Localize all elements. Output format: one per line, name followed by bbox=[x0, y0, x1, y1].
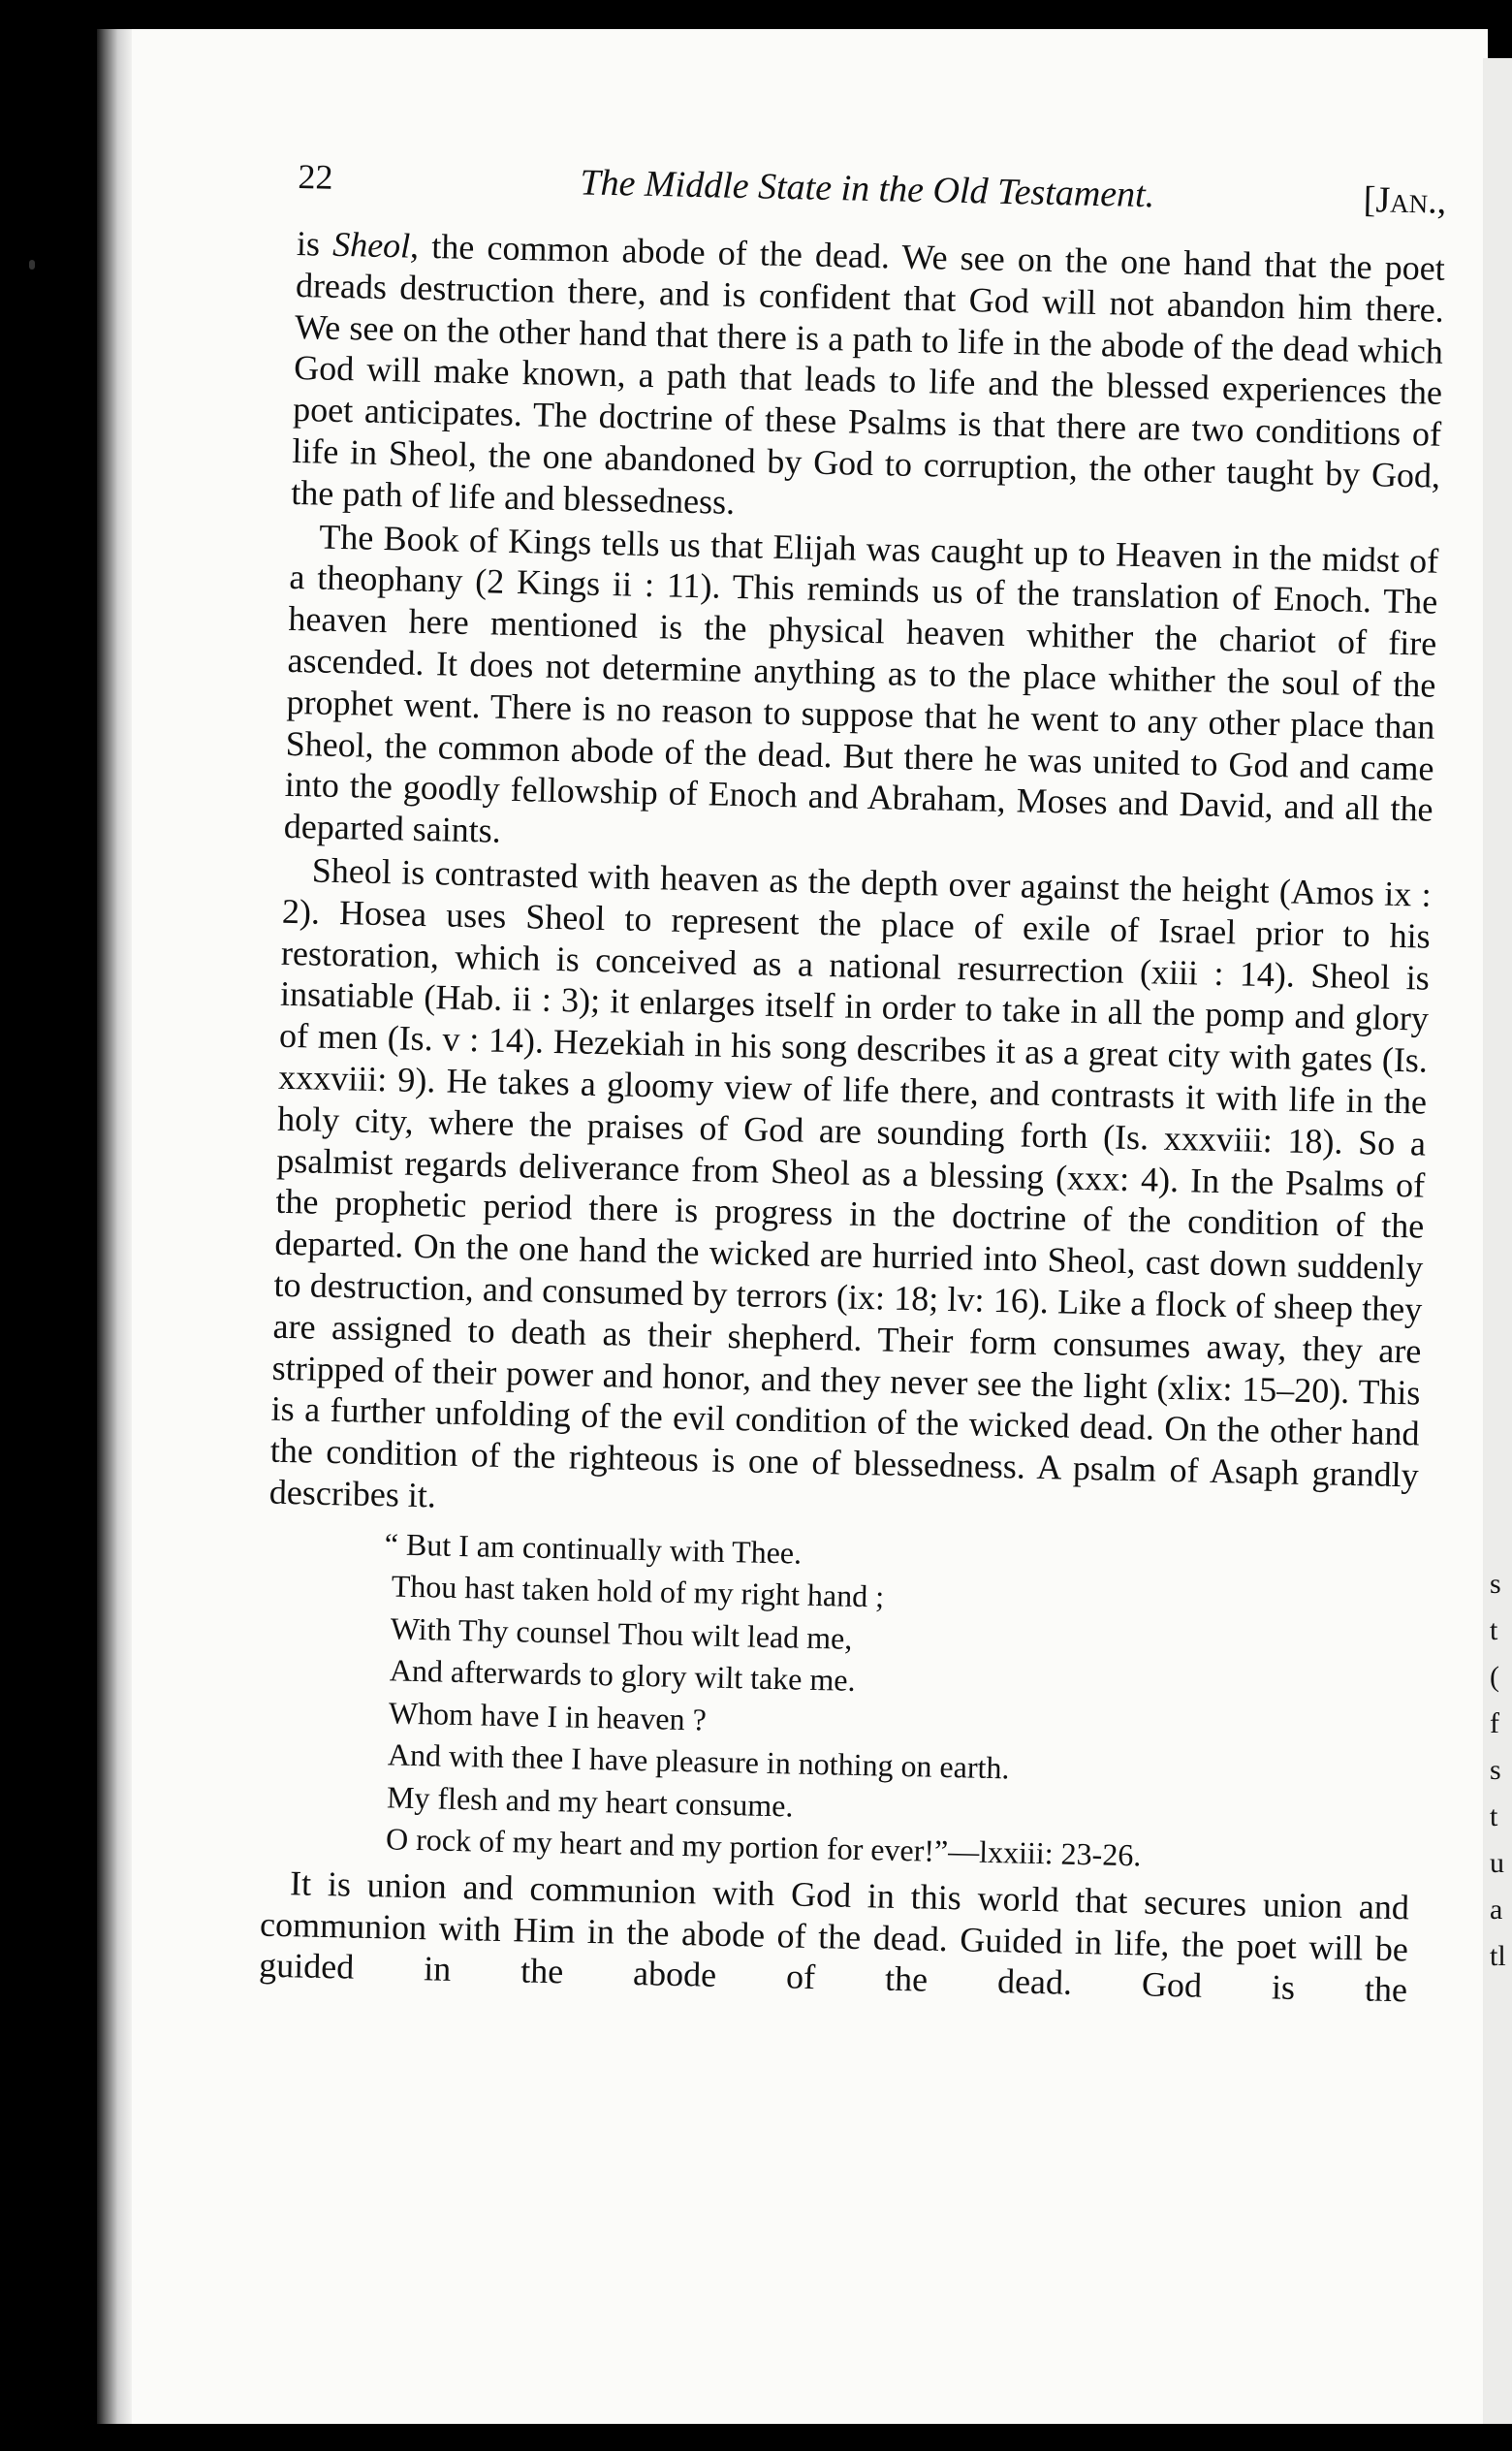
quote-line: And with thee I have pleasure in nothing on earth. bbox=[387, 1736, 1010, 1786]
quote-line: Whom have I in heaven ? bbox=[388, 1695, 708, 1737]
next-page-edge bbox=[1483, 58, 1512, 2424]
section-mark: [Jan., bbox=[1363, 178, 1447, 222]
italic-term: Sheol bbox=[331, 224, 411, 266]
margin-letter: ( bbox=[1490, 1661, 1499, 1693]
margin-letter: s bbox=[1490, 1568, 1501, 1600]
paragraph-closing: It is union and communion with God in this world that secures union and communion with Him in the abode of the dead. Guided in life, the poet will be guided in the abode of the dead. God is the bbox=[258, 1862, 1410, 2010]
paragraph-sheol-psalms: is Sheol, the common abode of the dead. We see on the one hand that the poet dreads destruction there, and is confident that God will not abandon him there. We see on the other hand that there is a path to life in the abode of the dead which God will make known, a path that leads to life and the blessed experiences the poet anticipates. The doctrine of these Psalms is that there are two conditions of life in Sheol, the one abandoned by God to corruption, the other taught by God, the path of life and blessedness. bbox=[290, 223, 1446, 522]
margin-letter: s bbox=[1490, 1754, 1501, 1786]
quote-line: And afterwards to glory wilt take me. bbox=[389, 1652, 856, 1699]
margin-letter: f bbox=[1490, 1707, 1499, 1739]
psalm-quotation bbox=[378, 1523, 1417, 1883]
page-content bbox=[259, 155, 1447, 2011]
margin-letter: a bbox=[1490, 1894, 1503, 1926]
quote-line: Thou hast taken hold of my right hand ; bbox=[391, 1568, 885, 1614]
quote-line: My flesh and my heart consume. bbox=[386, 1779, 794, 1824]
margin-letter: tl bbox=[1490, 1940, 1506, 1972]
quote-line: With Thy counsel Thou wilt lead me, bbox=[390, 1610, 853, 1656]
page-number: 22 bbox=[298, 156, 333, 197]
margin-letter: t bbox=[1490, 1800, 1498, 1832]
quote-line: “ But I am continually with Thee. bbox=[384, 1525, 803, 1571]
next-page-margin-letters bbox=[1490, 1561, 1512, 1980]
scan-speck bbox=[29, 260, 35, 270]
page-binding-shadow bbox=[97, 29, 132, 2424]
margin-letter: u bbox=[1490, 1847, 1504, 1879]
paragraph-elijah: The Book of Kings tells us that Elijah was caught up to Heaven in the midst of a theophany (2 Kings ii : 11). This reminds us of the translation of Enoch. The heaven here mentioned is the physical heaven whither the chariot of fire ascended. It does not determine anything as to the place whither the soul of the prophet went. There is no reason to suppose that he went to any other place than Sheol, the common abode of the dead. But there he was united to God and came into the goodly fellowship of Enoch and Abraham, Moses and David, and all the departed saints. bbox=[283, 517, 1439, 850]
paragraph-sheol-contrast: Sheol is contrasted with heaven as the depth over against the height (Amos ix : 2). Hosea uses Sheol to represent the place of exile of Israel prior to his restoration, which is conceived as a national resurrection (xiii : 14). Sheol is insatiable (Hab. ii : 3); it enlarges itself in order to take in all the pomp and glory of men (Is. v : 14). Hezekiah in his song describes it as a great city with gates (Is. xxxviii: 9). He takes a gloomy view of life there, and contrasts it with life in the holy city, where the praises of God are sounding forth (Is. xxxviii: 18). So a psalmist regards deliverance from Sheol as a blessing (xxx: 4). In the Psalms of the prophetic period there is progress in the doctrine of the condition of the departed. On the one hand the wicked are hurried into Sheol, cast down suddenly to destruction, and consumed by terrors (ix: 18; lv: 16). Like a flock of sheep they are assigned to death as their shepherd. Their form consumes away, they are stripped of their power and honor, and they never see the light (xlix: 15–20). This is a further unfolding of the evil condition of the wicked dead. On the other hand the condition of the righteous is one of blessedness. A psalm of Asaph grandly describes it. bbox=[268, 850, 1433, 1515]
quote-line: O rock of my heart and my portion for ever!”—lxxiii: 23-26. bbox=[385, 1821, 1142, 1873]
margin-letter: t bbox=[1490, 1614, 1498, 1646]
running-title: The Middle State in the Old Testament. bbox=[580, 162, 1155, 216]
